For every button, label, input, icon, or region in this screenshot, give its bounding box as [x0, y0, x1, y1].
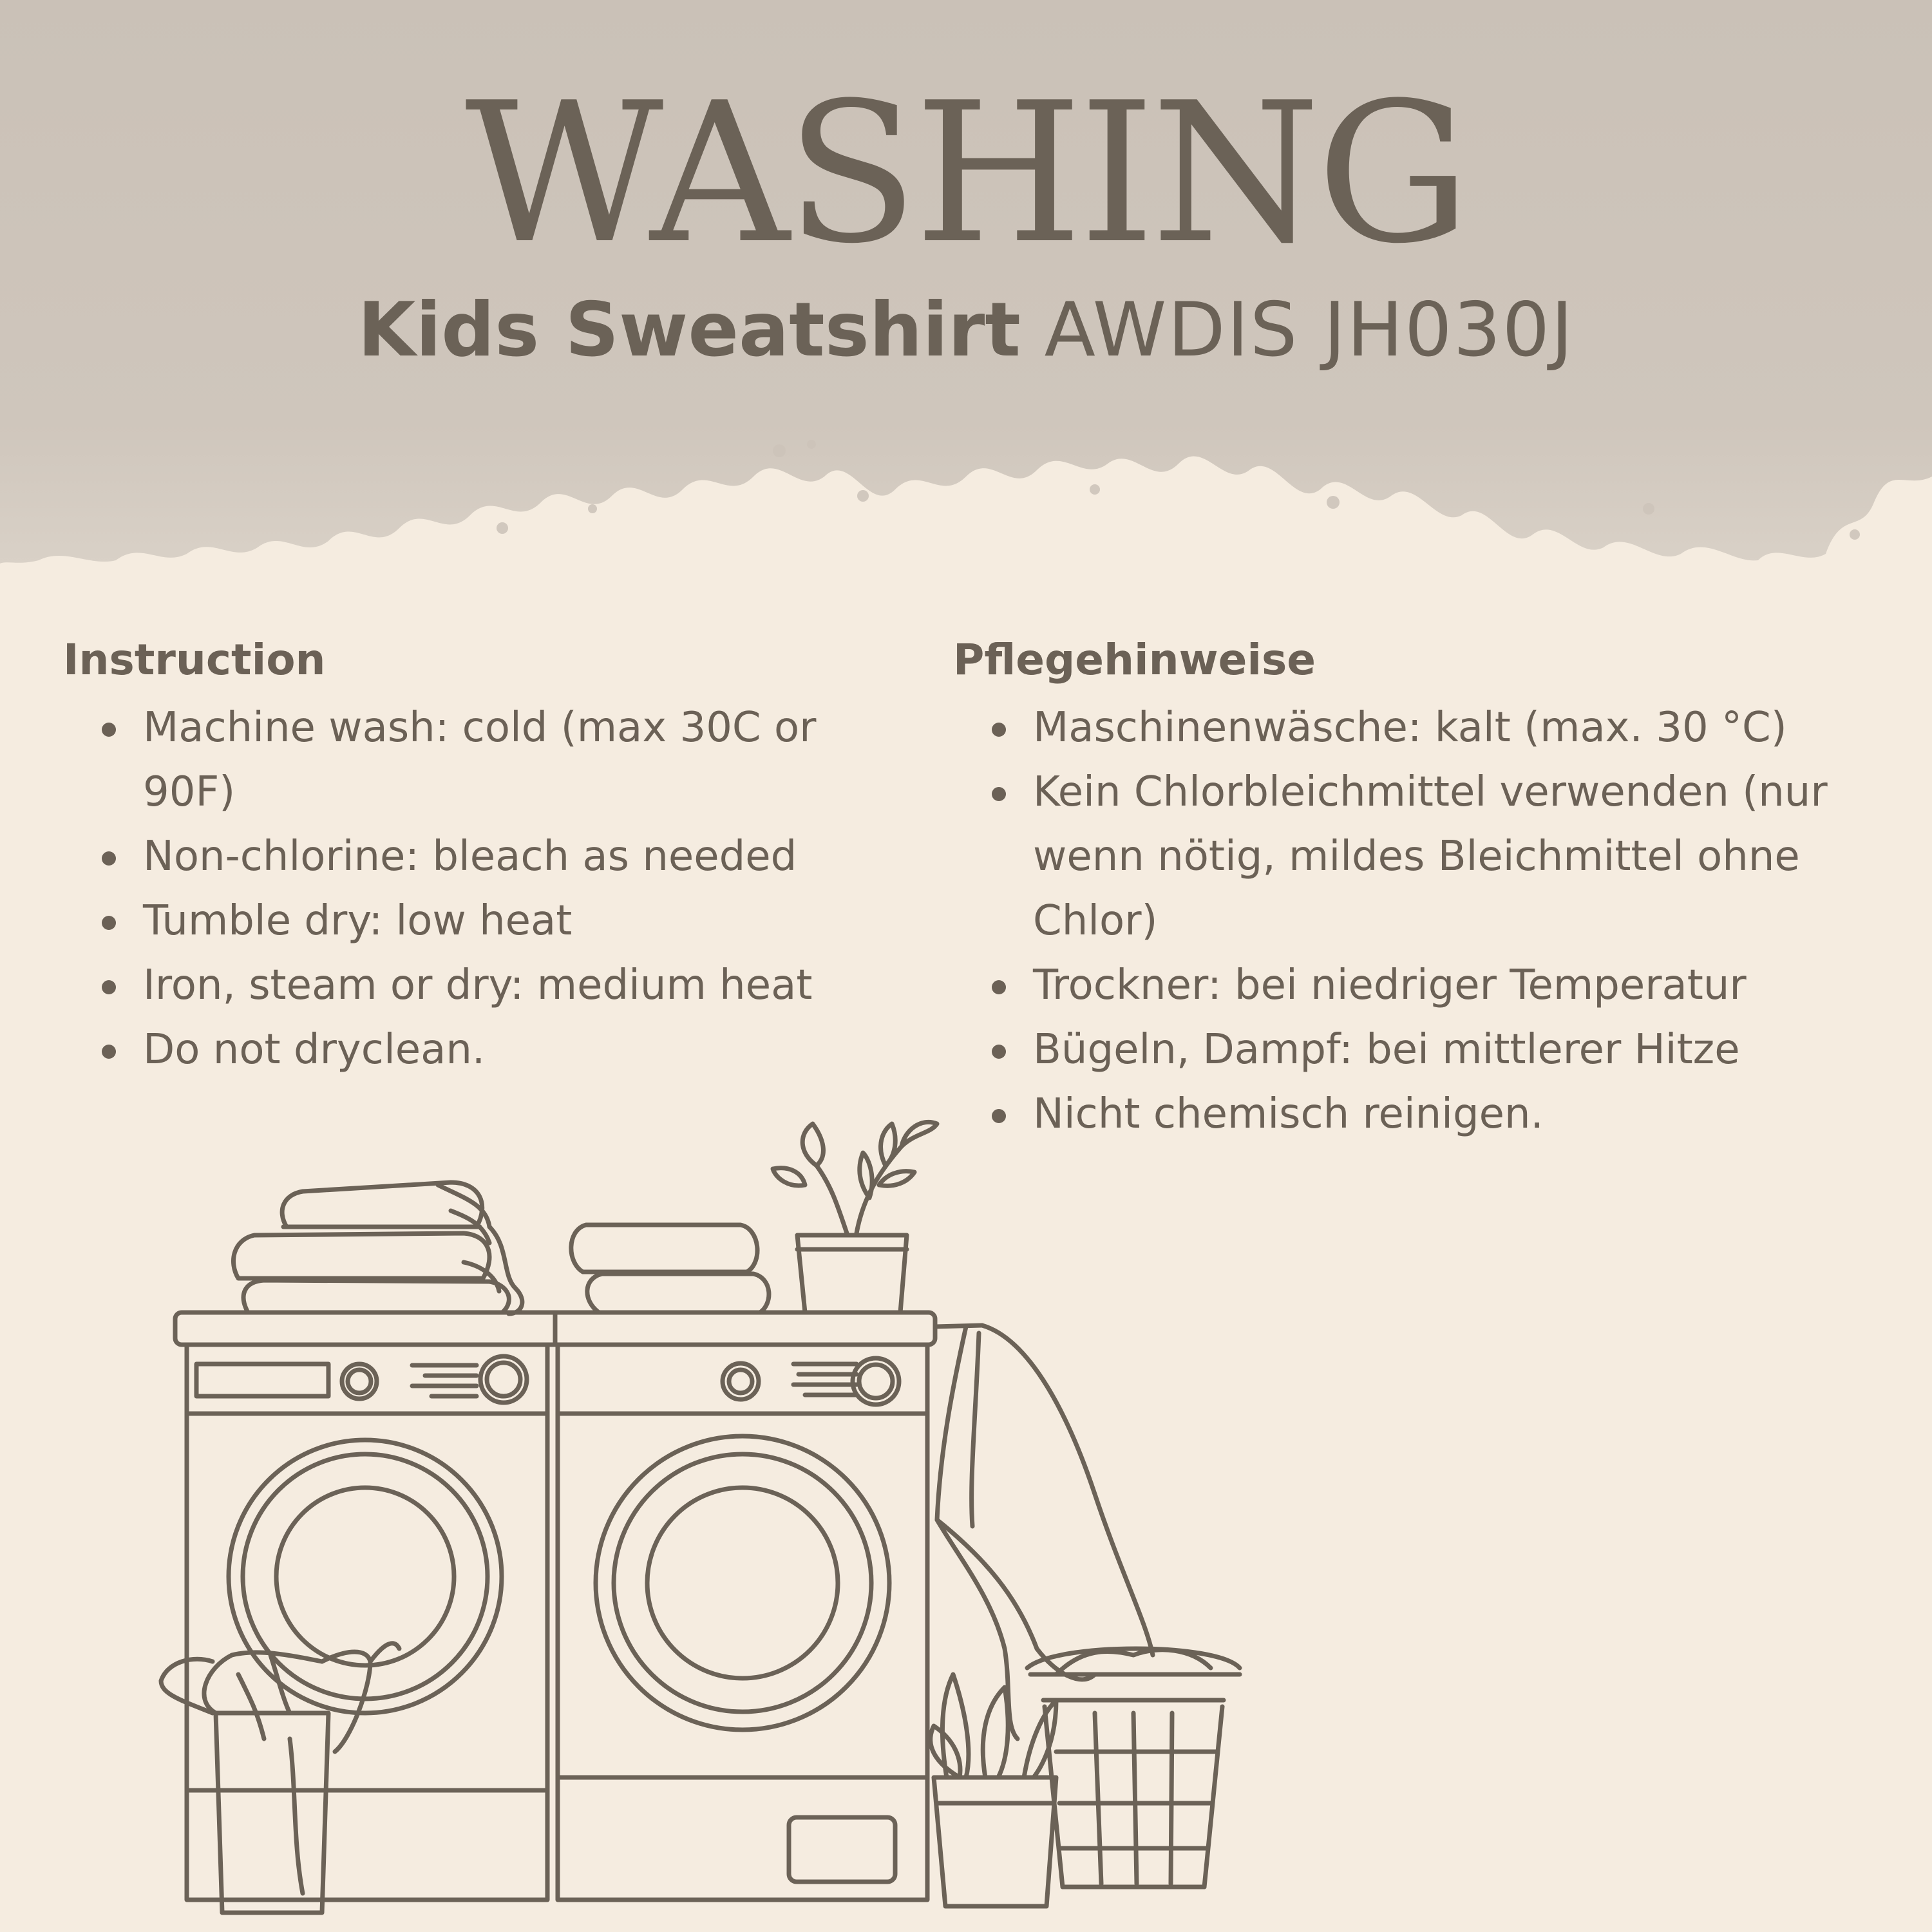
list-item: Kein Chlorbleichmittel verwenden (nur wenn nötig, mildes Bleichmittel ohne Chlor): [1033, 760, 1893, 953]
instructions-list-german: [953, 696, 1893, 1146]
folded-towels-icon: [233, 1182, 522, 1314]
page-title: WASHING: [465, 61, 1467, 286]
list-item: Bügeln, Dampf: bei mittlerer Hitze: [1033, 1018, 1893, 1082]
list-item: Do not dryclean.: [143, 1018, 920, 1082]
list-item: Tumble dry: low heat: [143, 889, 920, 953]
list-item: Maschinenwäsche: kalt (max. 30 °C): [1033, 696, 1893, 760]
instructions-heading-german: Pflegehinweise: [953, 635, 1316, 685]
instructions-english: [63, 634, 920, 1082]
washing-machine-icon: [187, 1345, 547, 1900]
instructions-list-english: [63, 696, 920, 1082]
potted-plant-icon: [931, 1674, 1056, 1906]
product-subtitle: [0, 287, 1932, 374]
list-item: Iron, steam or dry: medium heat: [143, 953, 920, 1018]
product-code: AWDIS JH030J: [1044, 287, 1575, 374]
list-item: Machine wash: cold (max 30C or 90F): [143, 696, 920, 824]
product-name: Kids Sweatshirt: [357, 287, 1021, 374]
laundry-basket-icon: [1027, 1649, 1240, 1887]
counter-top-icon: [175, 1312, 935, 1345]
list-item: Nicht chemisch reinigen.: [1033, 1082, 1893, 1146]
dryer-icon: [558, 1345, 927, 1900]
instructions-heading-english: Instruction: [63, 635, 326, 685]
potted-plant-icon: [773, 1122, 937, 1312]
folded-towels-icon: [571, 1225, 769, 1312]
hanging-towel-icon: [935, 1325, 1153, 1739]
list-item: Non-chlorine: bleach as needed: [143, 824, 920, 889]
instructions-german: [953, 634, 1893, 1146]
laundry-bag-icon: [161, 1643, 399, 1913]
list-item: Trockner: bei niedriger Temperatur: [1033, 953, 1893, 1018]
